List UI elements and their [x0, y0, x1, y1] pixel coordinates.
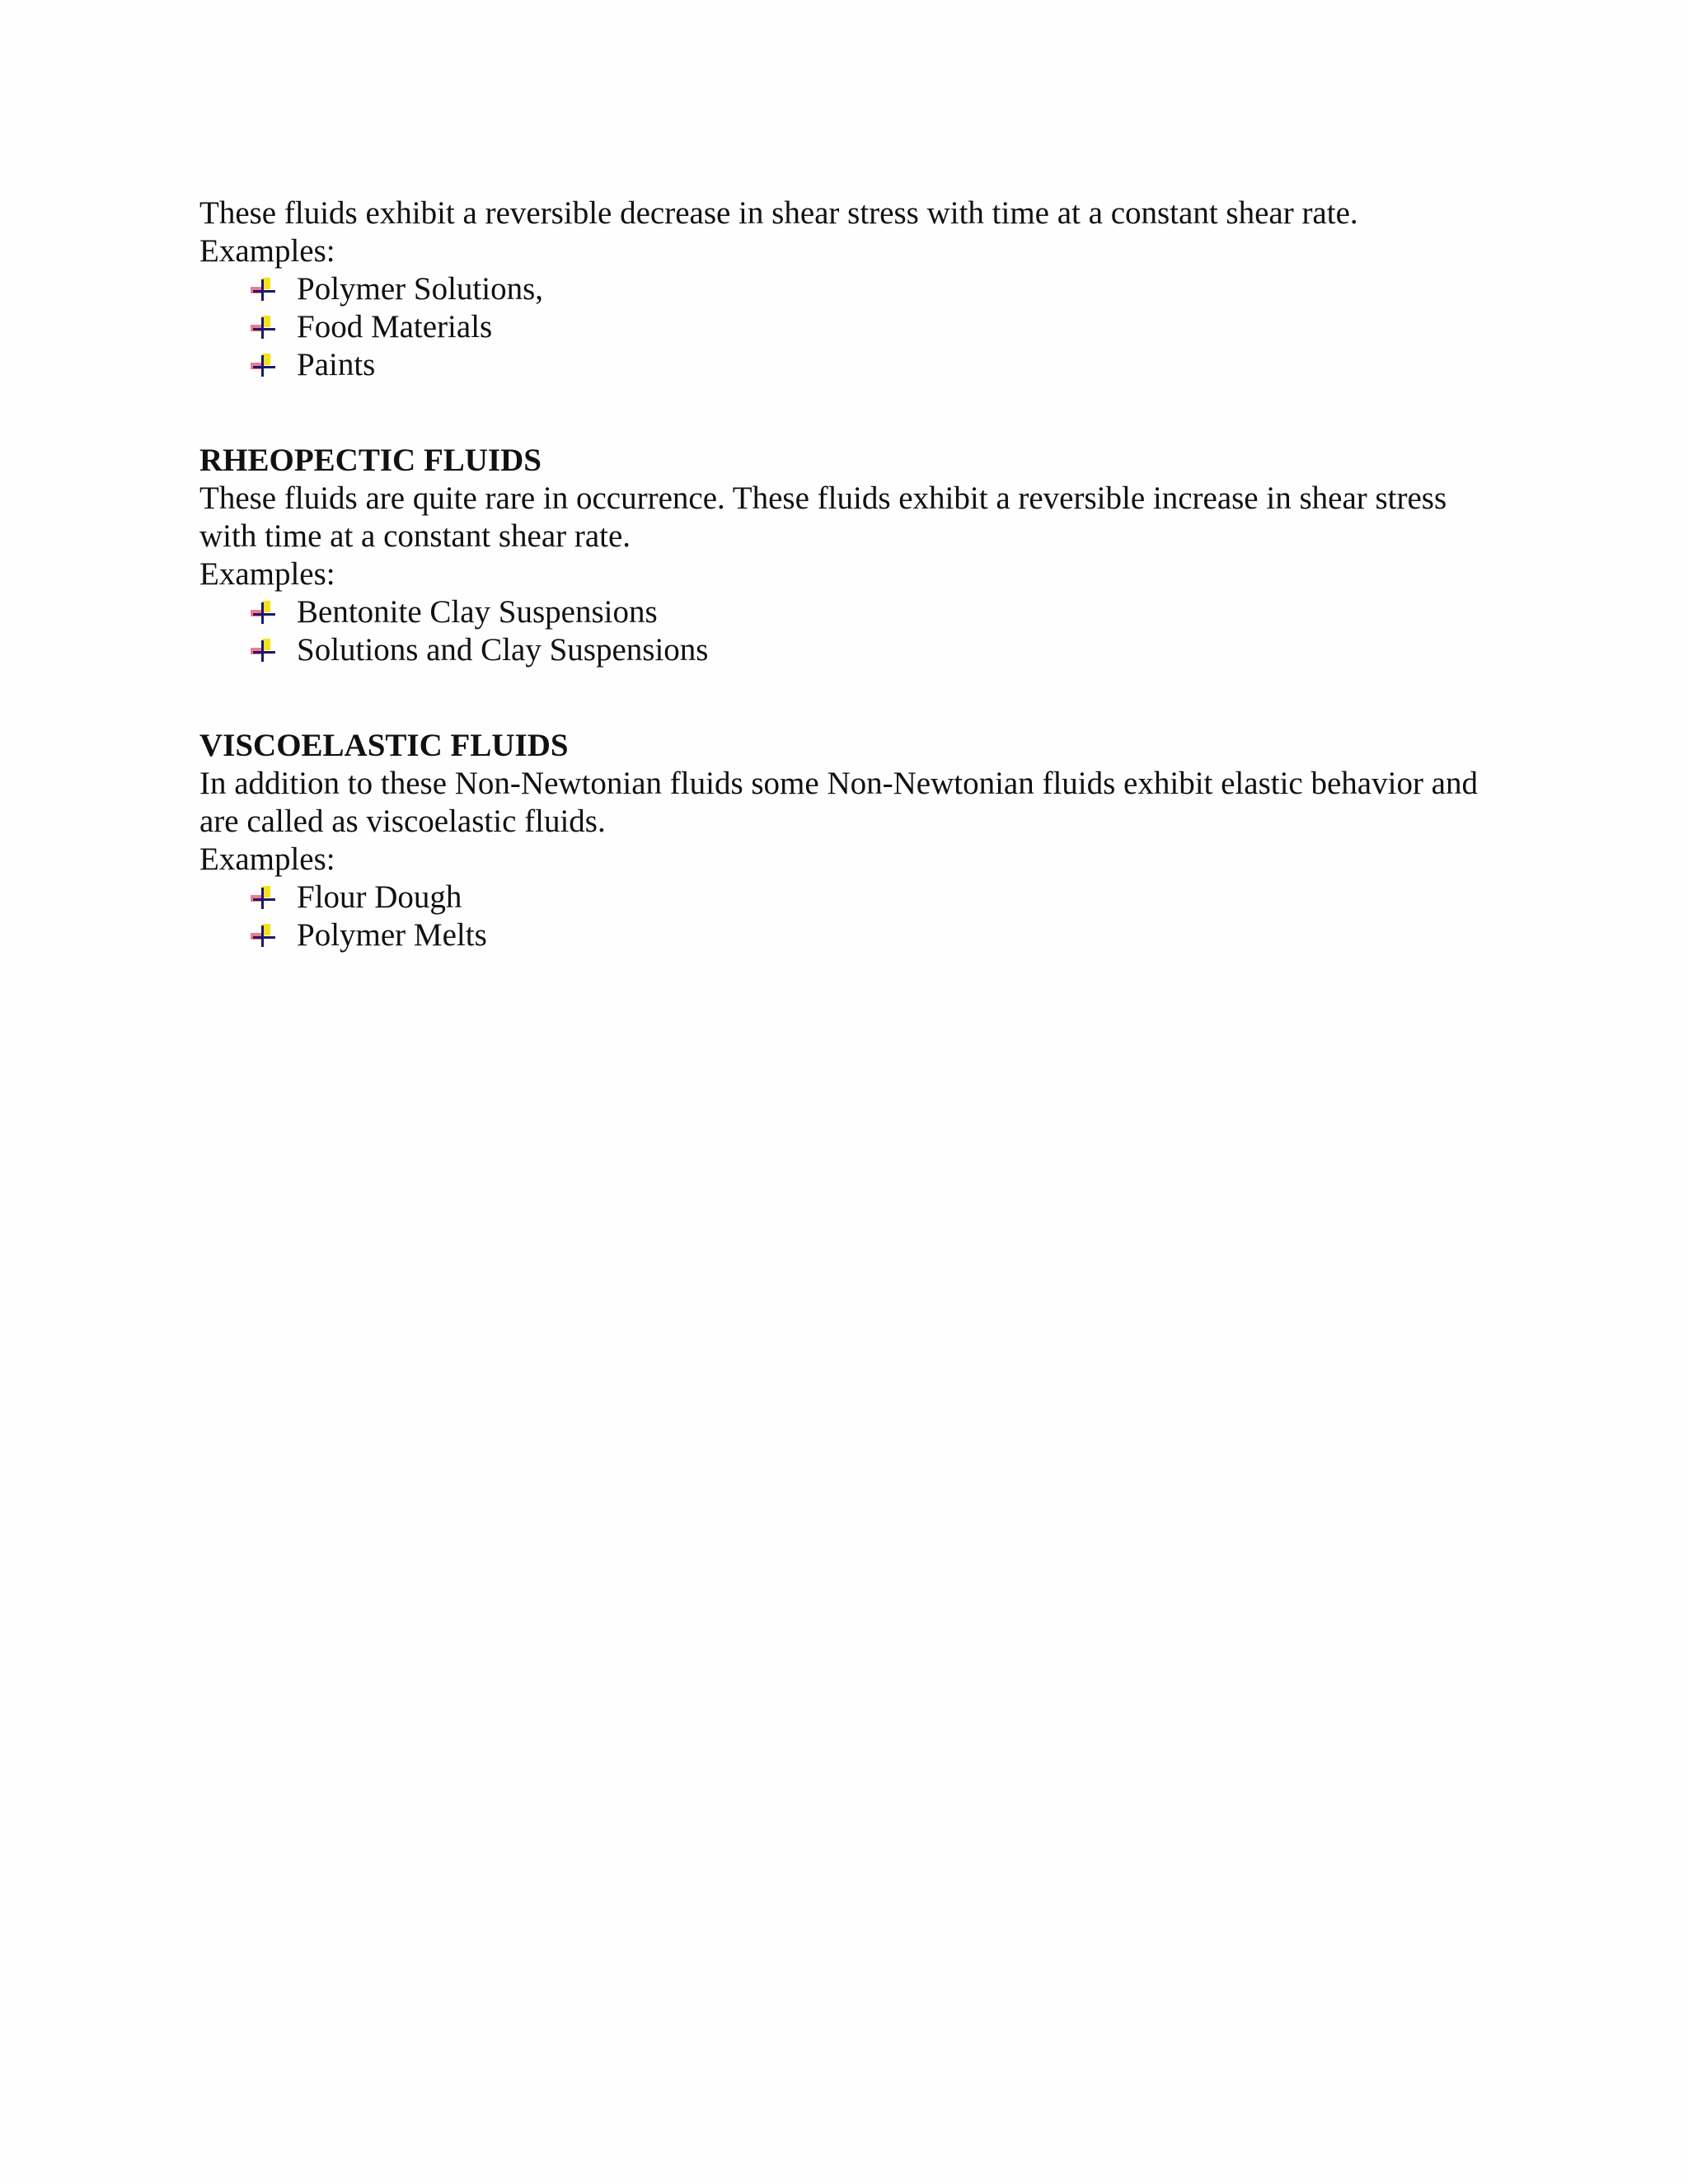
list-item [251, 916, 1502, 954]
plus-cross-bullet-icon [251, 354, 277, 378]
list-item-text: Paints [297, 347, 376, 382]
section2-examples-list [199, 593, 1502, 669]
list-item-text: Polymer Melts [297, 917, 487, 953]
section2-examples-label: Examples: [199, 556, 335, 592]
plus-cross-bullet-icon [251, 639, 277, 663]
section1-paragraph: These fluids exhibit a reversible decrease in shear stress with time at a constant shear rate. [199, 195, 1358, 231]
list-item [251, 593, 1502, 631]
list-item-text: Polymer Solutions, [297, 271, 544, 307]
list-item [251, 346, 1502, 384]
section3-examples-list [199, 879, 1502, 954]
plus-cross-bullet-icon [251, 601, 277, 626]
section-spacer [199, 669, 1502, 727]
section1-examples-list [199, 270, 1502, 384]
list-item-text: Food Materials [297, 309, 493, 344]
section3-examples-label: Examples: [199, 841, 335, 877]
section2-paragraph: These fluids are quite rare in occurrence. These fluids exhibit a reversible increase in shear stress with time at a constant shear rate. [199, 480, 1447, 554]
list-item-text: Flour Dough [297, 879, 462, 915]
list-item-text: Solutions and Clay Suspensions [297, 632, 709, 668]
section1-examples-label: Examples: [199, 233, 335, 269]
section3-paragraph: In addition to these Non-Newtonian fluids some Non-Newtonian fluids exhibit elastic behavior and are called as viscoelastic fluids. [199, 766, 1478, 839]
list-item [251, 308, 1502, 346]
list-item [251, 879, 1502, 916]
rheopectic-heading: RHEOPECTIC FLUIDS [199, 443, 542, 478]
plus-cross-bullet-icon [251, 316, 277, 340]
plus-cross-bullet-icon [251, 924, 277, 949]
list-item [251, 631, 1502, 669]
plus-cross-bullet-icon [251, 886, 277, 911]
plus-cross-bullet-icon [251, 278, 277, 302]
document-content [199, 194, 1502, 954]
list-item [251, 270, 1502, 308]
section-spacer [199, 384, 1502, 442]
list-item-text: Bentonite Clay Suspensions [297, 594, 658, 630]
viscoelastic-heading: VISCOELASTIC FLUIDS [199, 728, 569, 763]
